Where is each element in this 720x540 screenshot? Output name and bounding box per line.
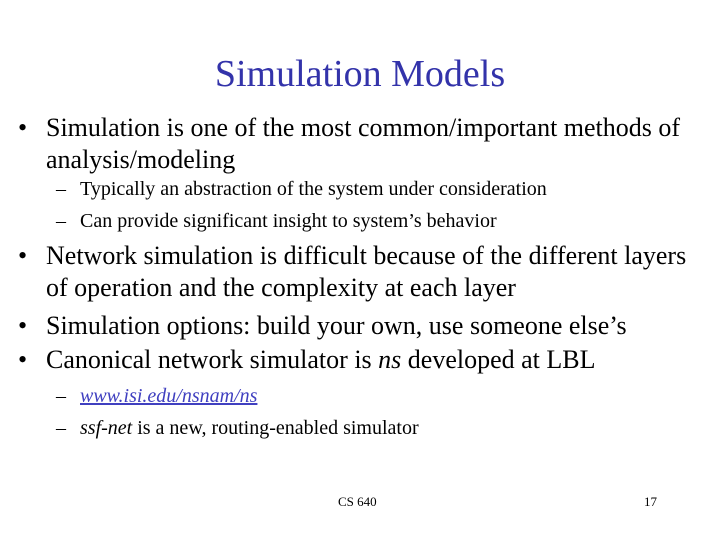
bullet-text: Network simulation is difficult because of the different layers of operation and the complexity at each layer (46, 241, 687, 302)
bullet-item (18, 240, 708, 304)
sub-bullet-item (56, 174, 706, 204)
bullet-dot: • (18, 113, 28, 142)
sub-bullet-text: is a new, routing-enabled simulator (132, 417, 419, 439)
sub-bullet-text: Typically an abstraction of the system under consideration (80, 178, 547, 200)
bullet-text: Simulation options: build your own, use someone else’s (46, 311, 627, 340)
dash-marker: – (56, 210, 66, 232)
bullet-text (46, 344, 708, 376)
sub-bullet-item (56, 413, 706, 443)
sub-bullet-item (56, 381, 706, 411)
bullet-text: Simulation is one of the most common/important methods of analysis/modeling (46, 113, 681, 174)
bullet-dot: • (18, 241, 28, 270)
bullet-item (18, 344, 708, 376)
bullet-dot: • (18, 311, 28, 340)
bullet-item (18, 112, 708, 176)
ns-name: ns (378, 345, 402, 374)
slide-title: Simulation Models (214, 53, 506, 95)
sub-bullet-item (56, 206, 706, 236)
footer-course: CS 640 (338, 494, 377, 509)
dash-marker: – (56, 385, 66, 407)
footer-page-number: 17 (644, 494, 657, 509)
bullet-dot: • (18, 345, 28, 374)
dash-marker: – (56, 178, 66, 200)
dash-marker: – (56, 417, 66, 439)
bullet-text-start: Canonical network simulator is (46, 345, 379, 374)
ssf-net-name: ssf-net (80, 417, 133, 439)
sub-bullet-text: Can provide significant insight to system’s behavior (80, 210, 497, 232)
bullet-text-end: developed at LBL (401, 345, 596, 374)
ns-website-link[interactable]: www.isi.edu/nsnam/ns (80, 385, 258, 407)
bullet-item (18, 310, 708, 342)
